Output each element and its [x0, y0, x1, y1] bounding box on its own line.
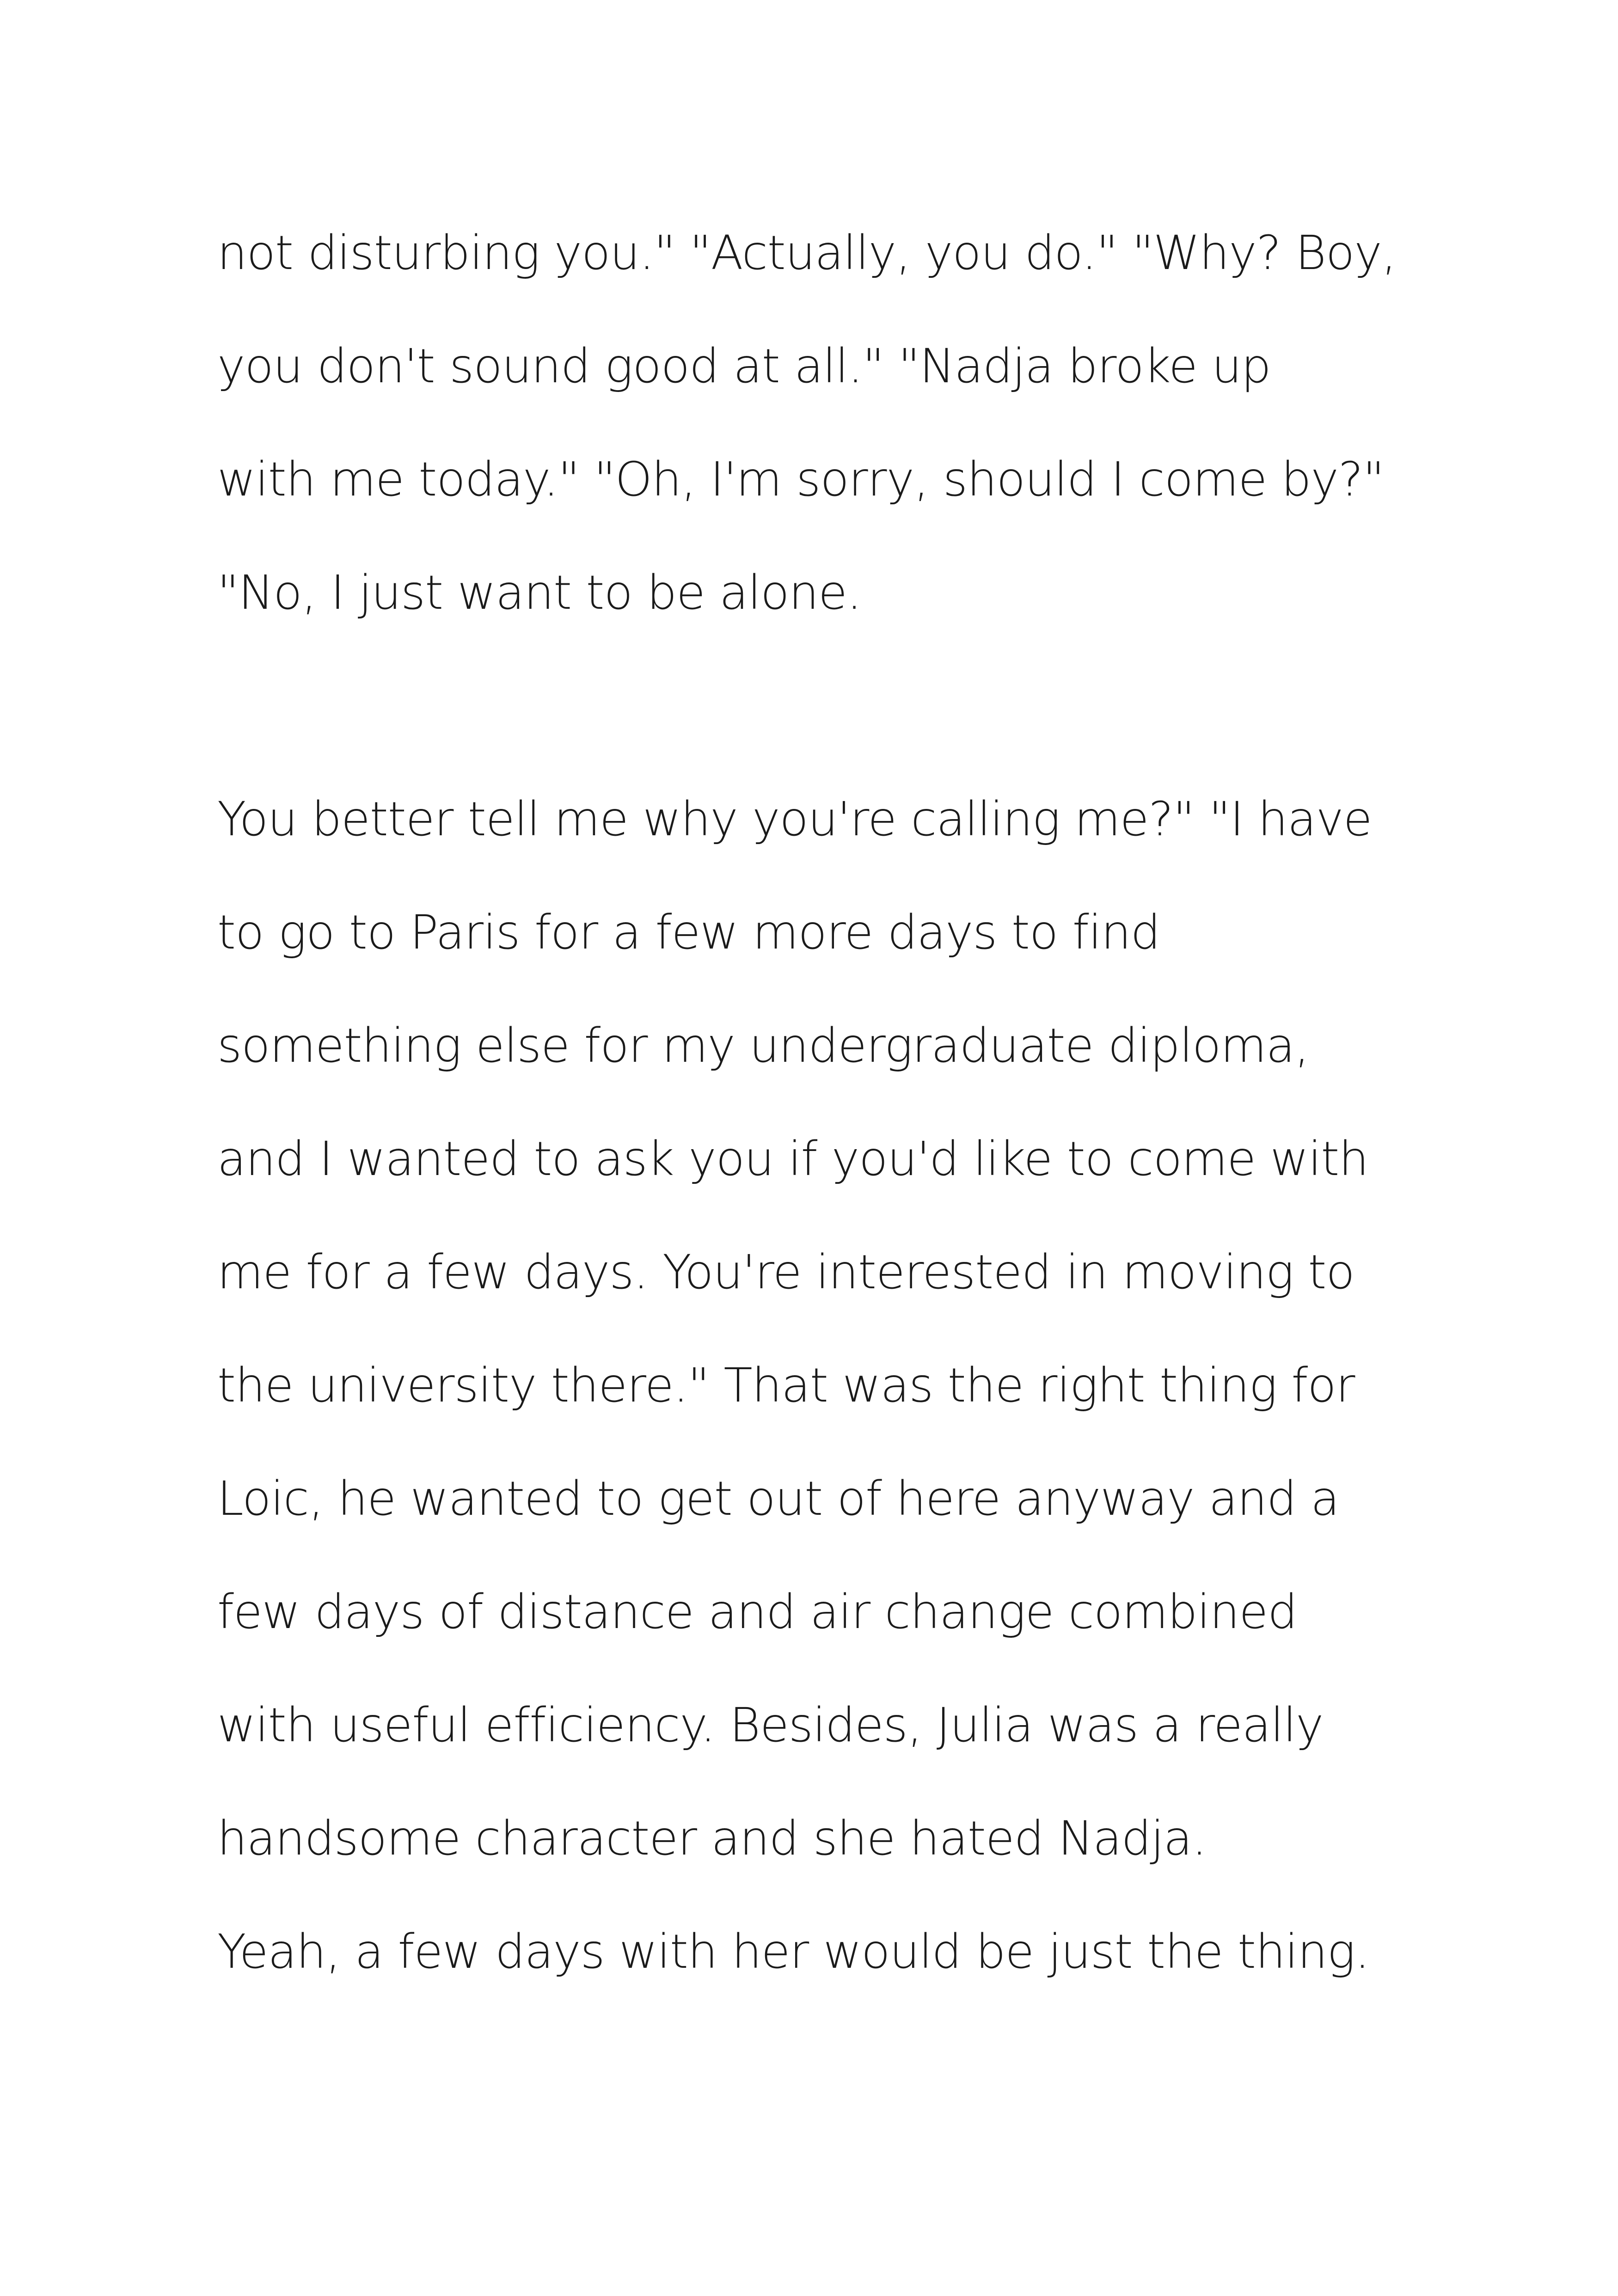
text-line: "No, I just want to be alone.	[217, 565, 862, 620]
text-line: to go to Paris for a few more days to find	[217, 905, 1160, 960]
text-line: not disturbing you." "Actually, you do." "Why? Boy,	[217, 226, 1397, 281]
text-line: something else for my undergraduate diploma,	[217, 1018, 1309, 1073]
text-line: with useful efficiency. Besides, Julia was a really	[217, 1698, 1324, 1753]
text-line: You better tell me why you're calling me?" "I have	[217, 792, 1372, 847]
text-line: me for a few days. You're interested in moving to	[217, 1245, 1354, 1300]
text-line: Yeah, a few days with her would be just the thing.	[217, 1924, 1370, 1979]
paragraph-1	[217, 196, 1558, 649]
paragraph-2	[217, 763, 1558, 2008]
text-line: the university there." That was the right thing for	[217, 1358, 1355, 1413]
text-line: and I wanted to ask you if you'd like to come with	[217, 1132, 1368, 1187]
text-line: Loic, he wanted to get out of here anyway and a	[217, 1471, 1339, 1526]
text-line: handsome character and she hated Nadja.	[217, 1811, 1207, 1866]
text-line: with me today." "Oh, I'm sorry, should I come by?"	[217, 452, 1384, 507]
text-line: you don't sound good at all." "Nadja broke up	[217, 339, 1271, 394]
text-line: few days of distance and air change combined	[217, 1585, 1297, 1640]
